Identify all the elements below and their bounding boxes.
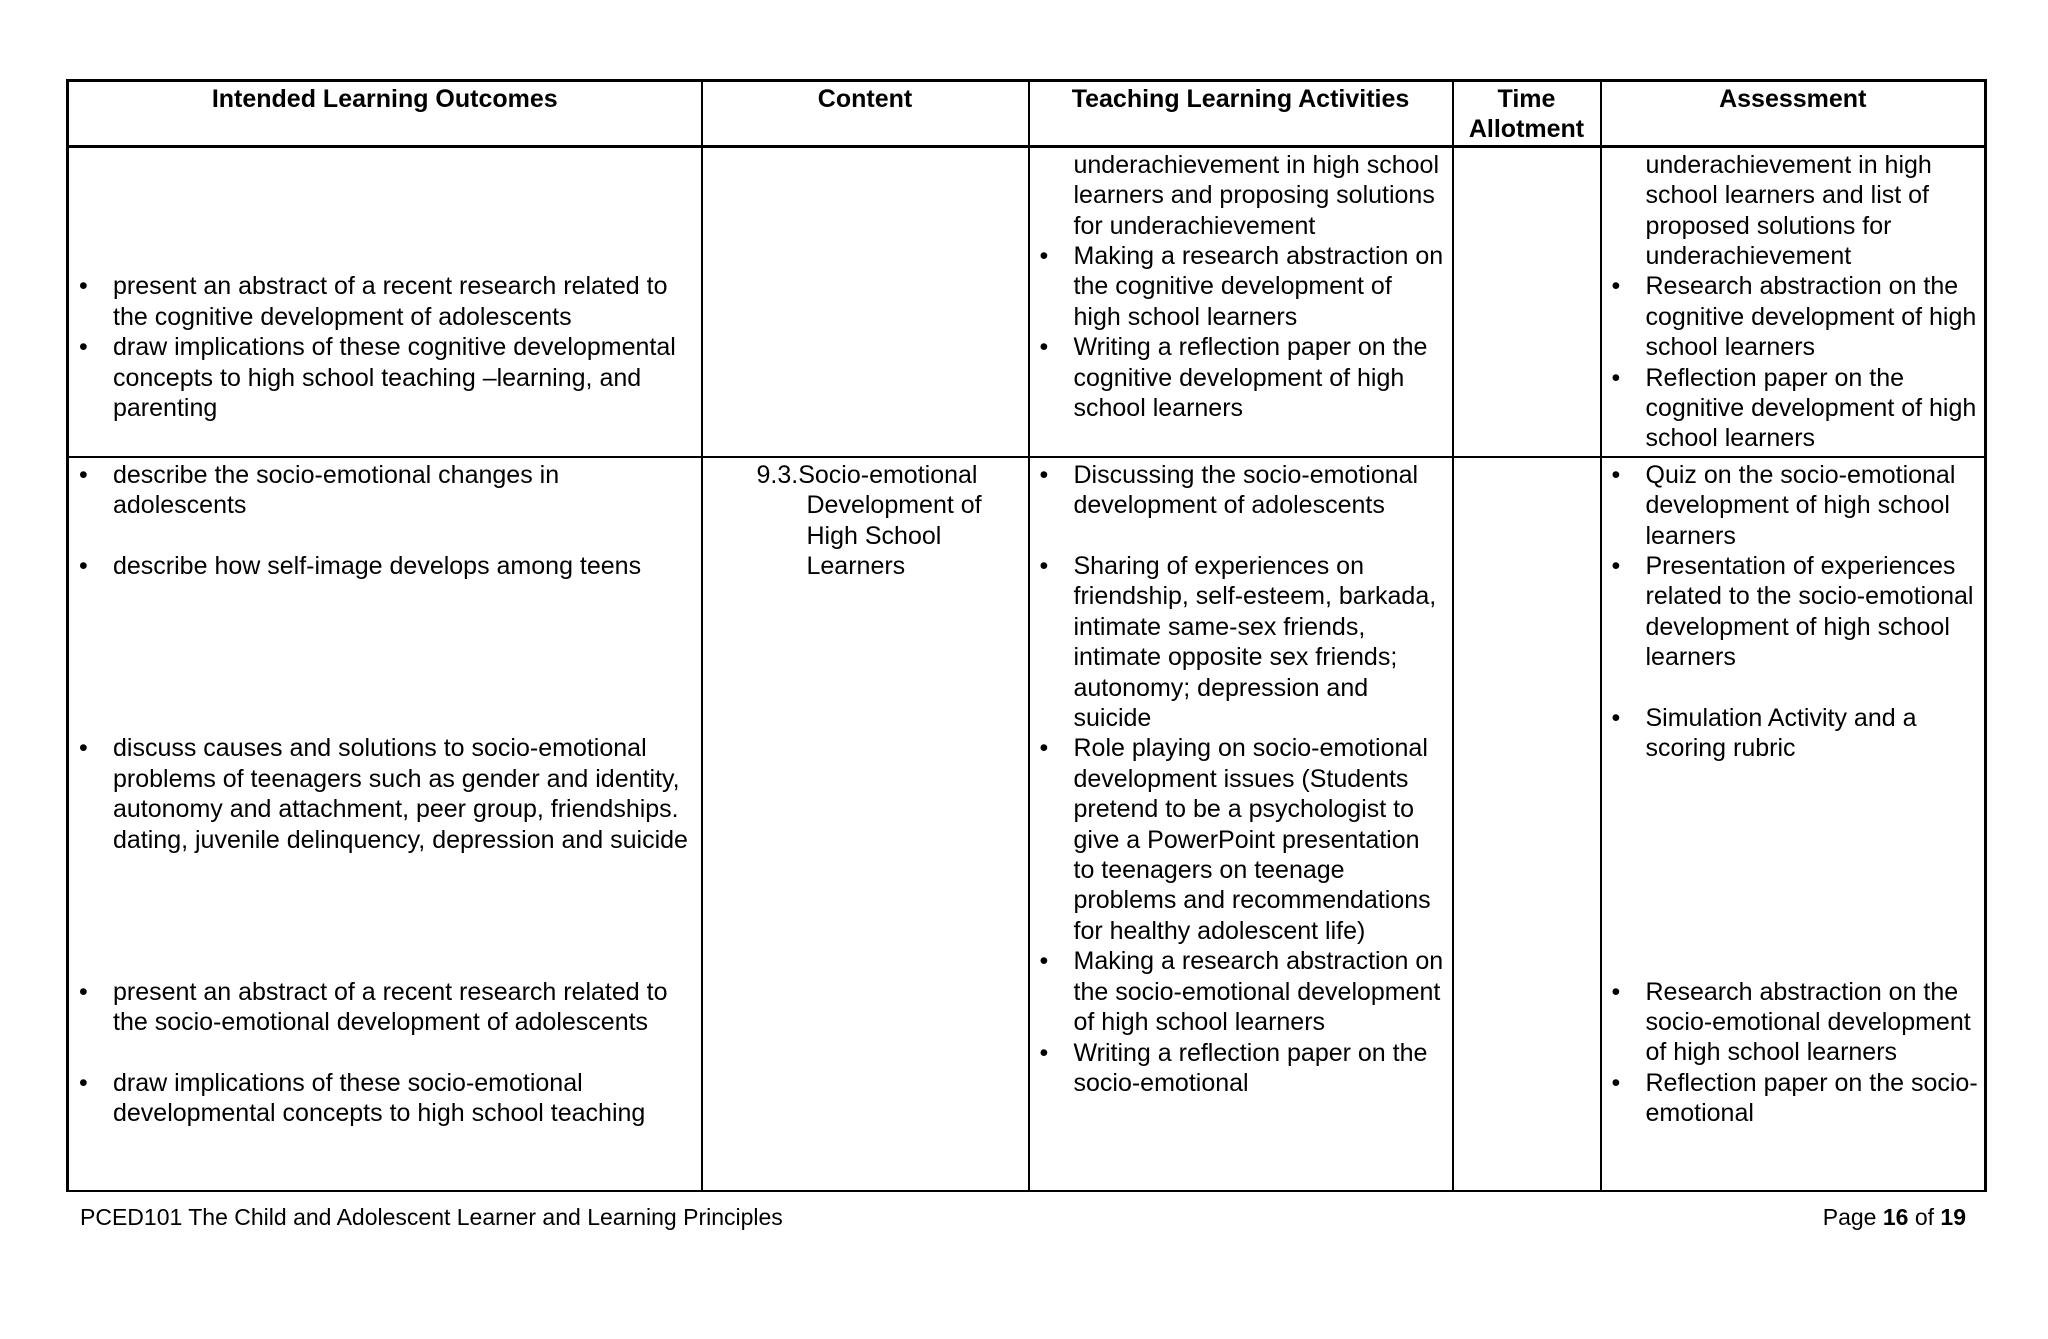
cell-content — [702, 146, 1029, 457]
list-item: • present an abstract of a recent research related to the socio-emotional development of adolescents — [75, 977, 695, 1038]
content-number: 9.3. — [756, 460, 799, 489]
header-content: Content — [702, 81, 1029, 147]
cell-assessment — [1601, 146, 1986, 457]
list-item: • Role playing on socio-emotional development issues (Students pretend to be a psychologist to give a PowerPoint presentation to teenagers on teenage problems and recommendations for healthy adolescent life) — [1036, 733, 1446, 946]
list-item: • discuss causes and solutions to socio-emotional problems of teenagers such as gender and identity, autonomy and attachment, peer group, friendships. dating, juvenile delinquency, depression and suicide — [75, 733, 695, 855]
table-header-row — [68, 81, 1986, 147]
syllabus-table — [66, 79, 1987, 1192]
list-item-continued: underachievement in high school learners and list of proposed solutions for underachievement — [1645, 150, 1932, 271]
header-ilo: Intended Learning Outcomes — [68, 81, 702, 147]
cell-tla — [1029, 457, 1453, 1191]
cell-ilo — [68, 146, 702, 457]
header-time: Time Allotment — [1453, 81, 1601, 147]
cell-content — [702, 457, 1029, 1191]
list-item: • Quiz on the socio-emotional development of high school learners — [1608, 460, 1979, 551]
list-item: • present an abstract of a recent research related to the cognitive development of adolescents — [75, 271, 695, 332]
list-item-continued: underachievement in high school learners and proposing solutions for underachievement — [1073, 150, 1440, 240]
table-row — [68, 457, 1986, 1191]
list-item: • Research abstraction on the socio-emotional development of high school learners — [1608, 977, 1979, 1068]
list-item: • Research abstraction on the cognitive development of high school learners — [1608, 271, 1979, 362]
list-item: • Presentation of experiences related to the socio-emotional development of high school learners — [1608, 551, 1979, 673]
header-assessment: Assessment — [1601, 81, 1986, 147]
cell-time — [1453, 457, 1601, 1191]
list-item: • Writing a reflection paper on the socio-emotional — [1036, 1038, 1446, 1099]
list-item: • Simulation Activity and a scoring rubric — [1608, 703, 1979, 764]
list-item: • Sharing of experiences on friendship, self-esteem, barkada, intimate same-sex friends, intimate opposite sex friends; autonomy; depression and suicide — [1036, 551, 1446, 733]
footer-course-title: PCED101 The Child and Adolescent Learner and Learning Principles — [80, 1204, 783, 1230]
content-text: Socio-emotional Development of High School Learners — [798, 460, 982, 581]
list-item: • Discussing the socio-emotional development of adolescents — [1036, 460, 1446, 521]
cell-assessment — [1601, 457, 1986, 1191]
list-item: • draw implications of these cognitive developmental concepts to high school teaching –learning, and parenting — [75, 332, 695, 423]
list-item: • describe how self-image develops among teens — [75, 551, 695, 581]
content-topic — [709, 460, 1022, 582]
list-item: • Making a research abstraction on the socio-emotional development of high school learners — [1036, 946, 1446, 1037]
cell-time — [1453, 146, 1601, 457]
table-row — [68, 146, 1986, 457]
list-item: • draw implications of these socio-emotional developmental concepts to high school teaching — [75, 1068, 695, 1129]
list-item: • Writing a reflection paper on the cognitive development of high school learners — [1036, 332, 1446, 423]
cell-tla — [1029, 146, 1453, 457]
footer-page-number: Page 16 of 19 — [1822, 1204, 1966, 1230]
list-item: • Reflection paper on the socio-emotional — [1608, 1068, 1979, 1129]
header-tla: Teaching Learning Activities — [1029, 81, 1453, 147]
list-item: • Making a research abstraction on the cognitive development of high school learners — [1036, 241, 1446, 332]
cell-ilo — [68, 457, 702, 1191]
list-item: • describe the socio-emotional changes in adolescents — [75, 460, 695, 521]
list-item: • Reflection paper on the cognitive development of high school learners — [1608, 363, 1979, 454]
